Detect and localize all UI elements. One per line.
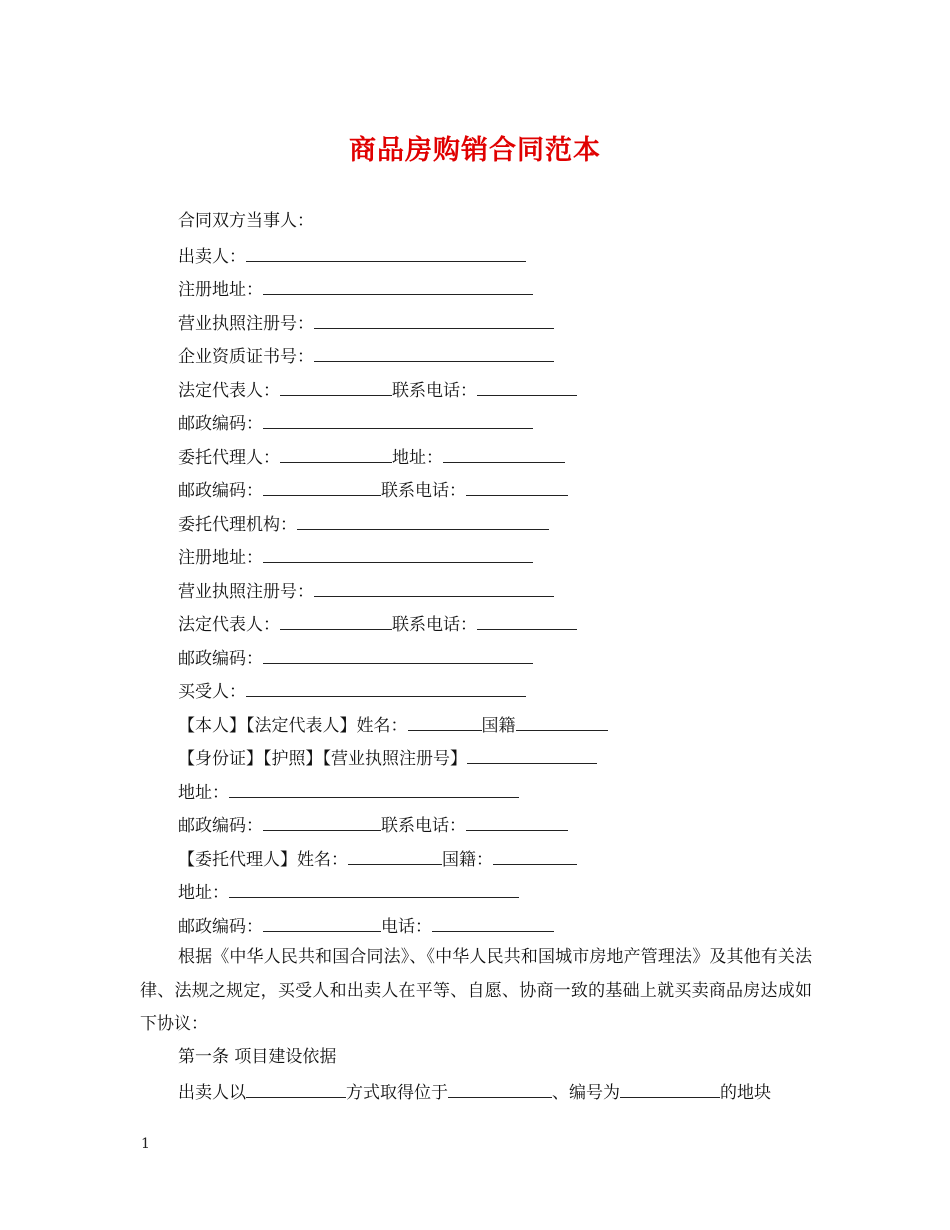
- party-line: [178, 272, 818, 306]
- party-line-label: 电话：: [381, 916, 432, 937]
- party-line: [178, 440, 818, 474]
- party-line-blank-field: [280, 440, 392, 463]
- party-line-blank-field: [466, 808, 568, 831]
- article-1-blank-field: [620, 1075, 720, 1098]
- party-line-blank-field: [477, 373, 577, 396]
- party-line: [178, 239, 818, 273]
- party-line: [178, 741, 818, 775]
- article-1-label: 、编号为: [552, 1083, 620, 1103]
- agreement-preamble: 根据《中华人民共和国合同法》、《中华人民共和国城市房地产管理法》及其他有关法律、法规之规定，买受人和出卖人在平等、自愿、协商一致的基础上就买卖商品房达成如下协议：: [140, 947, 812, 1034]
- party-line: [178, 875, 818, 909]
- party-line-label: 【委托代理人】姓名：: [178, 849, 348, 870]
- article-1-label: 方式取得位于: [346, 1083, 448, 1103]
- party-line-label: 国籍: [481, 715, 516, 736]
- party-line-label: 注册地址：: [178, 548, 263, 568]
- party-line: [178, 607, 818, 641]
- party-line-label: 【本人】【法定代表人】姓名：: [178, 715, 408, 736]
- party-line-label: 联系电话：: [392, 615, 477, 635]
- party-line-blank-field: [297, 507, 549, 530]
- party-line-label: 委托代理人：: [178, 447, 280, 468]
- party-line-label: 国籍：: [442, 849, 493, 870]
- party-line-label: 联系电话：: [381, 481, 466, 501]
- party-line: [178, 540, 818, 574]
- party-line-label: 邮政编码：: [178, 481, 263, 501]
- party-line: [178, 641, 818, 675]
- party-line-blank-field: [263, 406, 533, 429]
- party-line-label: 企业资质证书号：: [178, 347, 314, 367]
- party-line-blank-field: [432, 909, 554, 932]
- party-line-blank-field: [348, 842, 442, 865]
- article-1-label: 的地块: [720, 1083, 771, 1103]
- party-line-blank-field: [263, 641, 533, 664]
- party-line-blank-field: [263, 272, 533, 295]
- party-line-label: 邮政编码：: [178, 414, 263, 434]
- party-line-label: 法定代表人：: [178, 380, 280, 401]
- party-line: [178, 775, 818, 809]
- party-line-blank-field: [443, 440, 565, 463]
- party-line-blank-field: [263, 808, 381, 831]
- party-line-blank-field: [314, 574, 554, 597]
- party-line-blank-field: [467, 741, 597, 764]
- party-line-label: 出卖人：: [178, 246, 246, 267]
- party-line-label: 委托代理机构：: [178, 514, 297, 535]
- party-line-blank-field: [263, 909, 381, 932]
- party-line: [178, 909, 818, 943]
- party-line-blank-field: [280, 607, 392, 630]
- party-line-blank-field: [314, 306, 554, 329]
- party-line: [178, 473, 818, 507]
- party-line: [178, 406, 818, 440]
- party-line: [178, 205, 818, 239]
- party-line-blank-field: [477, 607, 577, 630]
- party-line-blank-field: [408, 708, 482, 731]
- party-line-label: 合同双方当事人：: [178, 211, 314, 231]
- party-line: [178, 574, 818, 608]
- party-line: [178, 339, 818, 373]
- article-1-first-line: [178, 1075, 771, 1111]
- party-line-label: 联系电话：: [392, 380, 477, 401]
- party-line-blank-field: [246, 239, 526, 262]
- party-line-blank-field: [280, 373, 392, 396]
- party-info-lines: [178, 205, 818, 942]
- party-line-label: 地址：: [392, 447, 443, 468]
- party-line-label: 邮政编码：: [178, 816, 263, 836]
- party-line-label: 营业执照注册号：: [178, 313, 314, 334]
- party-line-blank-field: [229, 875, 519, 898]
- party-line: [178, 507, 818, 541]
- party-line: [178, 842, 818, 876]
- party-line-blank-field: [246, 674, 526, 697]
- party-line: [178, 373, 818, 407]
- party-line-label: 营业执照注册号：: [178, 581, 314, 602]
- party-line-label: 法定代表人：: [178, 615, 280, 635]
- article-1-blank-field: [448, 1075, 552, 1098]
- party-line-label: 买受人：: [178, 682, 246, 702]
- party-line-blank-field: [493, 842, 577, 865]
- article-1-heading: 第一条 项目建设依据: [178, 1047, 337, 1067]
- party-line-label: 【身份证】【护照】【营业执照注册号】: [178, 749, 467, 769]
- page-number: 1: [141, 1136, 150, 1152]
- party-line: [178, 674, 818, 708]
- party-line-label: 联系电话：: [381, 816, 466, 836]
- party-line: [178, 306, 818, 340]
- party-line: [178, 808, 818, 842]
- party-line-label: 地址：: [178, 782, 229, 803]
- party-line-blank-field: [466, 473, 568, 496]
- party-line-blank-field: [516, 708, 608, 731]
- article-1-label: 出卖人以: [178, 1083, 246, 1103]
- party-line-blank-field: [314, 339, 554, 362]
- party-line-blank-field: [229, 775, 519, 798]
- party-line-label: 注册地址：: [178, 280, 263, 300]
- party-line: [178, 708, 818, 742]
- article-1-blank-field: [246, 1075, 346, 1098]
- party-line-blank-field: [263, 473, 381, 496]
- document-title: 商品房购销合同范本: [349, 135, 601, 166]
- party-line-label: 邮政编码：: [178, 648, 263, 669]
- party-line-label: 地址：: [178, 883, 229, 903]
- party-line-label: 邮政编码：: [178, 916, 263, 937]
- party-line-blank-field: [263, 540, 533, 563]
